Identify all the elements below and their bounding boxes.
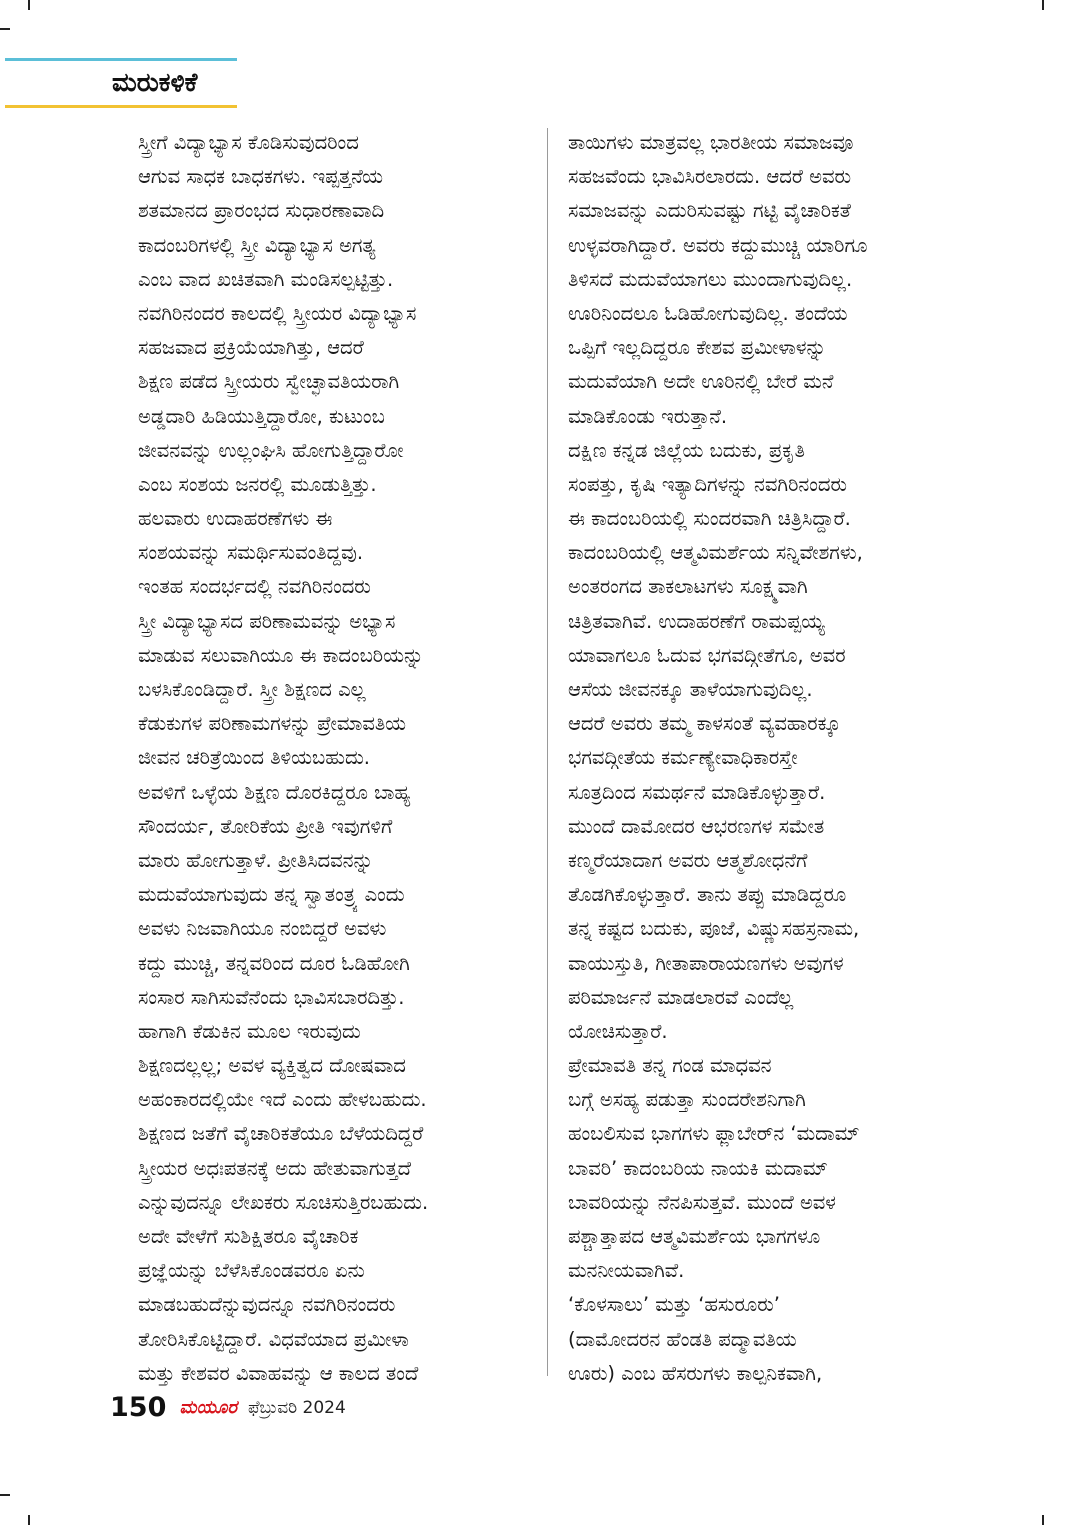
text-line: ಪ್ರೇಮಾವತಿ ತನ್ನ ಗಂಡ ಮಾಧವನ bbox=[568, 1054, 772, 1078]
text-line: ಆಗುವ ಸಾಧಕ ಬಾಧಕಗಳು. ಇಪ್ಪತ್ತನೆಯ bbox=[138, 165, 384, 189]
text-line: ತನ್ನ ಕಷ್ಟದ ಬದುಕು, ಪೂಜೆ, ವಿಷ್ಣುಸಹಸ್ರನಾಮ, bbox=[568, 917, 860, 941]
text-line: ಮಾಡಿಕೊಂಡು ಇರುತ್ತಾನೆ. bbox=[568, 404, 728, 428]
text-line: ಬಗ್ಗೆ ಅಸಹ್ಯ ಪಡುತ್ತಾ ಸುಂದರೇಶನಿಗಾಗಿ bbox=[568, 1088, 806, 1112]
text-line: ಸೂತ್ರದಿಂದ ಸಮರ್ಥನೆ ಮಾಡಿಕೊಳ್ಳುತ್ತಾರೆ. bbox=[568, 780, 826, 804]
text-line: ಚಿತ್ರಿತವಾಗಿವೆ. ಉದಾಹರಣೆಗೆ ರಾಮಪ್ಪಯ್ಯ bbox=[568, 609, 825, 633]
text-line: ಸೌಂದರ್ಯ, ತೋರಿಕೆಯ ಪ್ರೀತಿ ಇವುಗಳಿಗೆ bbox=[138, 814, 393, 838]
header-rule-bottom bbox=[5, 105, 237, 108]
page-number: 150 bbox=[110, 1392, 167, 1423]
text-line: ಪರಿಮಾರ್ಜನೆ ಮಾಡಲಾರವೆ ಎಂದೆಲ್ಲ bbox=[568, 985, 794, 1009]
text-line: ದಕ್ಷಿಣ ಕನ್ನಡ ಜಿಲ್ಲೆಯ ಬದುಕು, ಪ್ರಕೃತಿ bbox=[568, 438, 805, 462]
text-line: ಭಗವದ್ಗೀತೆಯ ಕರ್ಮಣ್ಯೇವಾಧಿಕಾರಸ್ತೇ bbox=[568, 746, 798, 770]
text-line: ಕಣ್ಮರೆಯಾದಾಗ ಅವರು ಆತ್ಮಶೋಧನೆಗೆ bbox=[568, 848, 808, 872]
text-line: ವಾಯುಸ್ತುತಿ, ಗೀತಾಪಾರಾಯಣಗಳು ಅವುಗಳ bbox=[568, 951, 844, 975]
text-line: ಯಾವಾಗಲೂ ಓದುವ ಭಗವದ್ಗೀತೆಗೂ, ಅವರ bbox=[568, 643, 846, 667]
text-line: ಉಳ್ಳವರಾಗಿದ್ದಾರೆ. ಅವರು ಕದ್ದುಮುಚ್ಚಿ ಯಾರಿಗೂ bbox=[568, 233, 868, 257]
text-line: ಅವಳಿಗೆ ಒಳ್ಳೆಯ ಶಿಕ್ಷಣ ದೊರಕಿದ್ದರೂ ಬಾಹ್ಯ bbox=[138, 780, 411, 804]
text-line: ನವಗಿರಿನಂದರ ಕಾಲದಲ್ಲಿ ಸ್ತ್ರೀಯರ ವಿದ್ಯಾಭ್ಯಾಸ bbox=[138, 301, 417, 325]
text-line: ಜೀವನವನ್ನು ಉಲ್ಲಂಘಿಸಿ ಹೋಗುತ್ತಿದ್ದಾರೋ bbox=[138, 438, 404, 462]
text-line: ಅಂತರಂಗದ ತಾಕಲಾಟಗಳು ಸೂಕ್ಷ್ಮವಾಗಿ bbox=[568, 575, 808, 599]
text-line: ಮದುವೆಯಾಗಿ ಅದೇ ಊರಿನಲ್ಲಿ ಬೇರೆ ಮನೆ bbox=[568, 370, 834, 394]
text-line: ಶಿಕ್ಷಣದಲ್ಲಲ್ಲ; ಅವಳ ವ್ಯಕ್ತಿತ್ವದ ದೋಷವಾದ bbox=[138, 1054, 406, 1078]
section-title: ಮರುಕಳಿಕೆ bbox=[112, 68, 198, 98]
section-header bbox=[5, 58, 237, 108]
text-line: ಈ ಕಾದಂಬರಿಯಲ್ಲಿ ಸುಂದರವಾಗಿ ಚಿತ್ರಿಸಿದ್ದಾರೆ. bbox=[568, 507, 851, 531]
text-line: (ದಾಮೋದರನ ಹೆಂಡತಿ ಪದ್ಮಾವತಿಯ bbox=[568, 1327, 797, 1351]
article-column-right bbox=[568, 126, 958, 1386]
text-line: ತೋರಿಸಿಕೊಟ್ಟಿದ್ದಾರೆ. ವಿಧವೆಯಾದ ಪ್ರಮೀಳಾ bbox=[138, 1327, 409, 1351]
text-line: ಎನ್ನುವುದನ್ನೂ ಲೇಖಕರು ಸೂಚಿಸುತ್ತಿರಬಹುದು. bbox=[138, 1190, 429, 1214]
text-line: ಬಳಸಿಕೊಂಡಿದ್ದಾರೆ. ಸ್ತ್ರೀ ಶಿಕ್ಷಣದ ಎಲ್ಲ bbox=[138, 678, 366, 701]
text-line: ಪ್ರಜ್ಞೆಯನ್ನು ಬೆಳೆಸಿಕೊಂಡವರೂ ಏನು bbox=[138, 1259, 365, 1283]
crop-mark bbox=[28, 0, 30, 10]
text-line: ಕದ್ದು ಮುಚ್ಚಿ, ತನ್ನವರಿಂದ ದೂರ ಓಡಿಹೋಗಿ bbox=[138, 951, 410, 975]
text-line: ಮಾಡಬಹುದೆನ್ನುವುದನ್ನೂ ನವಗಿರಿನಂದರು bbox=[138, 1293, 396, 1317]
text-line: ಸಹಜವೆಂದು ಭಾವಿಸಿರಲಾರದು. ಆದರೆ ಅವರು bbox=[568, 165, 852, 189]
text-line: ಕಾದಂಬರಿಯಲ್ಲಿ ಆತ್ಮವಿಮರ್ಶೆಯ ಸನ್ನಿವೇಶಗಳು, bbox=[568, 541, 863, 565]
page-footer bbox=[110, 1392, 346, 1428]
crop-mark bbox=[1042, 0, 1044, 10]
text-line: ಶಿಕ್ಷಣ ಪಡೆದ ಸ್ತ್ರೀಯರು ಸ್ವೇಚ್ಛಾವತಿಯರಾಗಿ bbox=[138, 370, 400, 394]
text-line: ಸ್ತ್ರೀಯರ ಅಧಃಪತನಕ್ಕೆ ಅದು ಹೇತುವಾಗುತ್ತದೆ bbox=[138, 1156, 412, 1180]
crop-mark bbox=[0, 1494, 10, 1496]
text-line: ಮತ್ತು ಕೇಶವರ ವಿವಾಹವನ್ನು ಆ ಕಾಲದ ತಂದೆ bbox=[138, 1361, 419, 1385]
text-line: ಎಂಬ ವಾದ ಖಚಿತವಾಗಿ ಮಂಡಿಸಲ್ಪಟ್ಟಿತ್ತು. bbox=[138, 267, 394, 291]
text-line: ಆಸೆಯ ಜೀವನಕ್ಕೂ ತಾಳೆಯಾಗುವುದಿಲ್ಲ. bbox=[568, 678, 813, 701]
text-line: ಕಾದಂಬರಿಗಳಲ್ಲಿ ಸ್ತ್ರೀ ವಿದ್ಯಾಭ್ಯಾಸ ಅಗತ್ಯ bbox=[138, 233, 376, 257]
text-line: ಆದರೆ ಅವರು ತಮ್ಮ ಕಾಳಸಂತೆ ವ್ಯವಹಾರಕ್ಕೂ bbox=[568, 712, 841, 736]
text-line: ಅಹಂಕಾರದಲ್ಲಿಯೇ ಇದೆ ಎಂದು ಹೇಳಬಹುದು. bbox=[138, 1088, 427, 1112]
crop-mark bbox=[0, 28, 10, 30]
text-line: ಮಾರು ಹೋಗುತ್ತಾಳೆ. ಪ್ರೀತಿಸಿದವನನ್ನು bbox=[138, 848, 374, 872]
text-line: ಶಿಕ್ಷಣದ ಜತೆಗೆ ವೈಚಾರಿಕತೆಯೂ ಬೆಳೆಯದಿದ್ದರೆ bbox=[138, 1122, 424, 1146]
text-line: ಯೋಚಿಸುತ್ತಾರೆ. bbox=[568, 1019, 668, 1043]
text-line: ಸಂಸಾರ ಸಾಗಿಸುವೆನೆಂದು ಭಾವಿಸಬಾರದಿತ್ತು. bbox=[138, 985, 405, 1009]
text-line: ಅದೇ ವೇಳೆಗೆ ಸುಶಿಕ್ಷಿತರೂ ವೈಚಾರಿಕ bbox=[138, 1225, 359, 1248]
text-line: ಹಾಗಾಗಿ ಕೆಡುಕಿನ ಮೂಲ ಇರುವುದು bbox=[138, 1019, 361, 1043]
text-line: ಸಂಶಯವನ್ನು ಸಮರ್ಥಿಸುವಂತಿದ್ದವು. bbox=[138, 541, 364, 565]
text-line: ಸಂಪತ್ತು, ಕೃಷಿ ಇತ್ಯಾದಿಗಳನ್ನು ನವಗಿರಿನಂದರು bbox=[568, 472, 847, 496]
text-line: ಬಾವರಿ’ ಕಾದಂಬರಿಯ ನಾಯಕಿ ಮದಾಮ್ bbox=[568, 1156, 828, 1180]
text-line: ಅವಳು ನಿಜವಾಗಿಯೂ ನಂಬಿದ್ದರೆ ಅವಳು bbox=[138, 917, 387, 941]
text-line: ಊರು) ಎಂಬ ಹೆಸರುಗಳು ಕಾಲ್ಪನಿಕವಾಗಿ, bbox=[568, 1361, 823, 1385]
text-line: ಮದುವೆಯಾಗುವುದು ತನ್ನ ಸ್ವಾತಂತ್ರ್ಯ ಎಂದು bbox=[138, 883, 405, 907]
text-line: ಹಂಬಲಿಸುವ ಭಾಗಗಳು ಫ್ಲಾಬೇರ್‌ನ ‘ಮದಾಮ್ bbox=[568, 1122, 860, 1146]
text-line: ಮಾಡುವ ಸಲುವಾಗಿಯೂ ಈ ಕಾದಂಬರಿಯನ್ನು bbox=[138, 643, 424, 667]
text-line: ಒಪ್ಪಿಗೆ ಇಲ್ಲದಿದ್ದರೂ ಕೇಶವ ಪ್ರಮೀಳಾಳನ್ನು bbox=[568, 336, 827, 360]
text-line: ಶತಮಾನದ ಪ್ರಾರಂಭದ ಸುಧಾರಣಾವಾದಿ bbox=[138, 199, 385, 223]
text-line: ತಾಯಿಗಳು ಮಾತ್ರವಲ್ಲ ಭಾರತೀಯ ಸಮಾಜವೂ bbox=[568, 131, 854, 154]
text-line: ತಿಳಿಸದೆ ಮದುವೆಯಾಗಲು ಮುಂದಾಗುವುದಿಲ್ಲ. bbox=[568, 267, 853, 291]
text-line: ಊರಿನಿಂದಲೂ ಓಡಿಹೋಗುವುದಿಲ್ಲ. ತಂದೆಯ bbox=[568, 301, 848, 325]
text-line: ಎಂಬ ಸಂಶಯ ಜನರಲ್ಲಿ ಮೂಡುತ್ತಿತ್ತು. bbox=[138, 472, 377, 496]
text-line: ಜೀವನ ಚರಿತ್ರೆಯಿಂದ ತಿಳಿಯಬಹುದು. bbox=[138, 746, 370, 770]
text-line: ಸ್ತ್ರೀ ವಿದ್ಯಾಭ್ಯಾಸದ ಪರಿಣಾಮವನ್ನು ಅಭ್ಯಾಸ bbox=[138, 609, 396, 633]
text-line: ಹಲವಾರು ಉದಾಹರಣೆಗಳು ಈ bbox=[138, 507, 333, 531]
text-line: ಇಂತಹ ಸಂದರ್ಭದಲ್ಲಿ ನವಗಿರಿನಂದರು bbox=[138, 575, 371, 599]
text-line: ಪಶ್ಚಾತ್ತಾಪದ ಆತ್ಮವಿಮರ್ಶೆಯ ಭಾಗಗಳೂ bbox=[568, 1225, 821, 1248]
crop-mark bbox=[1042, 1515, 1044, 1525]
issue-date: ಫೆಬ್ರುವರಿ 2024 bbox=[247, 1397, 346, 1418]
text-line: ಬಾವರಿಯನ್ನು ನೆನಪಿಸುತ್ತವೆ. ಮುಂದೆ ಅವಳ bbox=[568, 1190, 836, 1214]
column-divider bbox=[547, 128, 548, 1376]
text-line: ‘ಕೊಳಸಾಲು’ ಮತ್ತು ‘ಹಸುರೂರು’ bbox=[568, 1293, 780, 1317]
text-line: ಕೆಡುಕುಗಳ ಪರಿಣಾಮಗಳನ್ನು ಪ್ರೇಮಾವತಿಯ bbox=[138, 712, 407, 736]
text-line: ಮುಂದೆ ದಾಮೋದರ ಆಭರಣಗಳ ಸಮೇತ bbox=[568, 814, 825, 838]
article-column-left bbox=[138, 126, 528, 1386]
text-line: ಸ್ತ್ರೀಗೆ ವಿದ್ಯಾಭ್ಯಾಸ ಕೊಡಿಸುವುದರಿಂದ bbox=[138, 131, 359, 154]
text-line: ಸಹಜವಾದ ಪ್ರಕ್ರಿಯೆಯಾಗಿತ್ತು, ಆದರೆ bbox=[138, 336, 364, 360]
header-rule-top bbox=[5, 58, 237, 61]
text-line: ಅಡ್ಡದಾರಿ ಹಿಡಿಯುತ್ತಿದ್ದಾರೋ, ಕುಟುಂಬ bbox=[138, 404, 385, 428]
crop-mark bbox=[28, 1515, 30, 1525]
text-line: ತೊಡಗಿಕೊಳ್ಳುತ್ತಾರೆ. ತಾನು ತಪ್ಪು ಮಾಡಿದ್ದರೂ bbox=[568, 883, 847, 907]
text-line: ಮನನೀಯವಾಗಿವೆ. bbox=[568, 1259, 685, 1283]
text-line: ಸಮಾಜವನ್ನು ಎದುರಿಸುವಷ್ಟು ಗಟ್ಟಿ ವೈಚಾರಿಕತೆ bbox=[568, 199, 851, 223]
magazine-logo: ಮಯೂರ bbox=[179, 1397, 237, 1418]
